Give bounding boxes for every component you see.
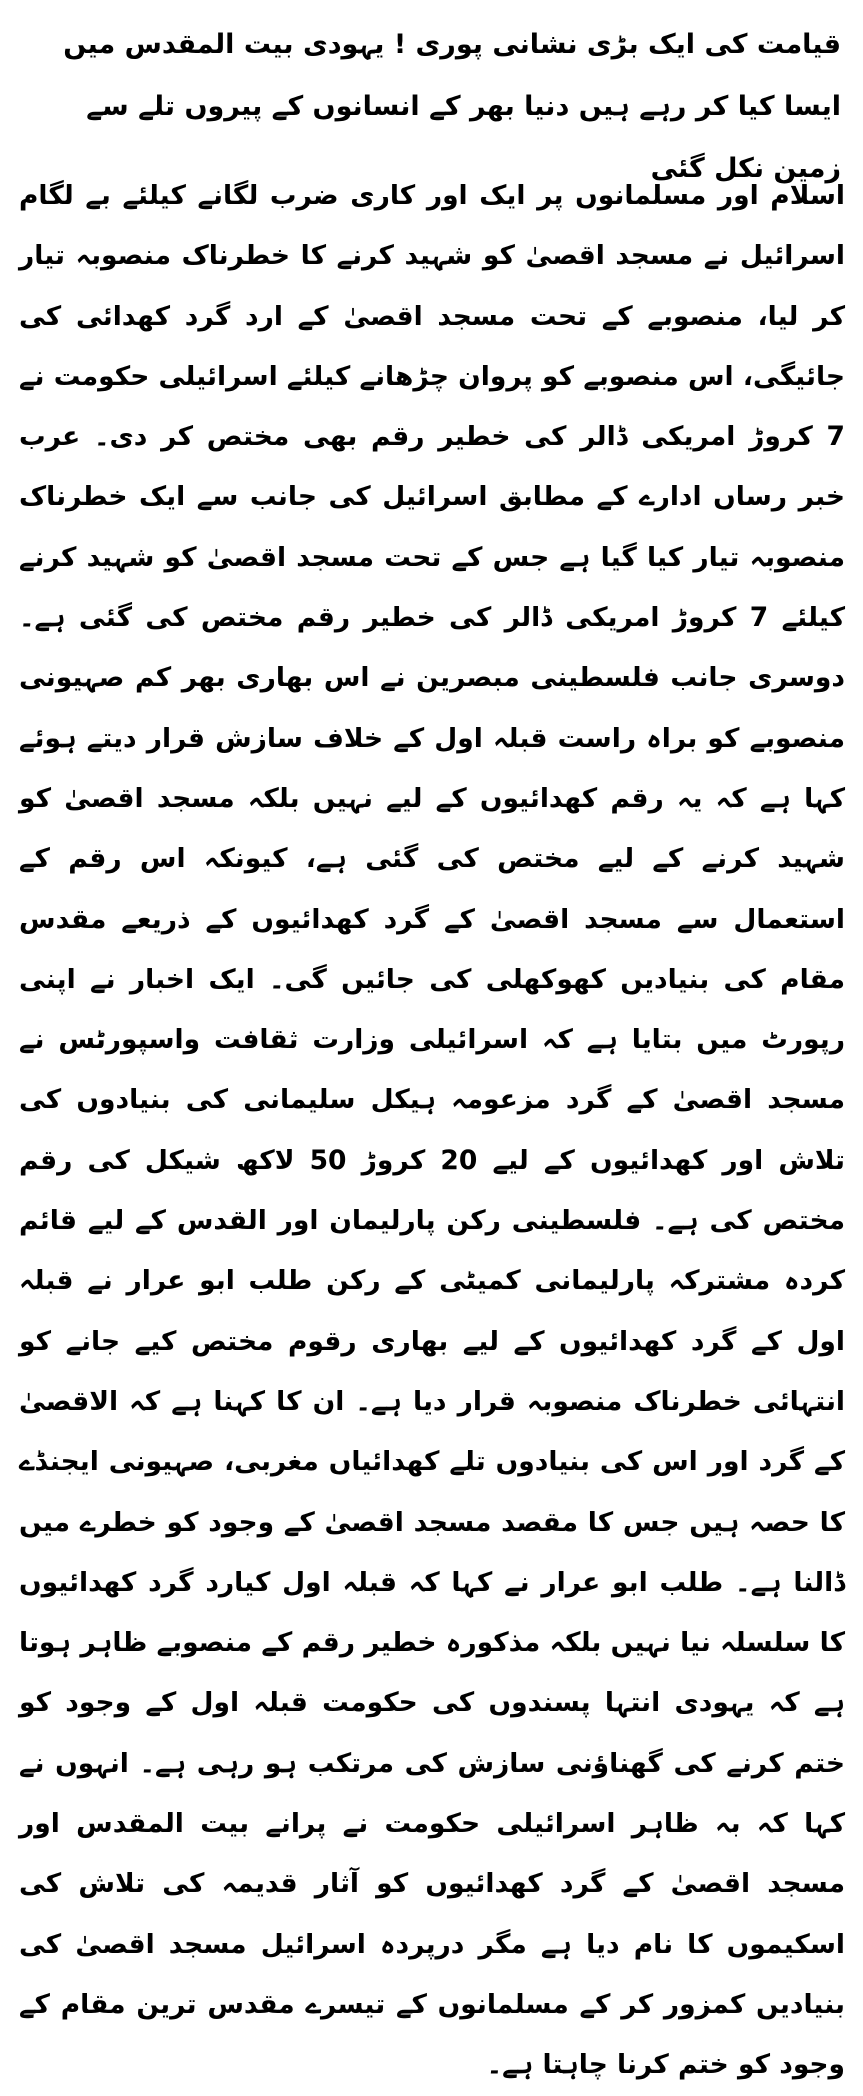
article-body: اسلام اور مسلمانوں پر ایک اور کاری ضرب لگانے کیلئے بے لگام اسرائیل نے مسجد اقصیٰ کو شہید کرنے کا خطرناک منصوبہ تیار کر لیا، منصوبے کے تحت مسجد اقصیٰ کے ارد گرد کھدائی کی جائیگی، اس منصوبے کو پروان چڑھانے کیلئے اسرائیلی حکومت نے 7 کروڑ امریکی ڈالر کی خطیر رقم بھی مختص کر دی۔ عرب خبر رساں ادارے کے مطابق اسرائیل کی جانب سے ایک خطرناک منصوبہ تیار کیا گیا ہے جس کے تحت مسجد اقصیٰ کو شہید کرنے کیلئے 7 کروڑ امریکی ڈالر کی خطیر رقم مختص کی گئی ہے۔ دوسری جانب فلسطینی مبصرین نے اس بھاری بھر کم صہیونی منصوبے کو براہ راست قبلہ اول کے خلاف سازش قرار دیتے ہوئے کہا ہے کہ یہ رقم کھدائیوں کے لیے نہیں بلکہ مسجد اقصیٰ کو شہید کرنے کے لیے مختص کی گئی ہے، کیونکہ اس رقم کے استعمال سے مسجد اقصیٰ کے گرد کھدائیوں کے ذریعے مقدس مقام کی بنیادیں کھوکھلی کی جائیں گی۔ ایک اخبار نے اپنی رپورٹ میں بتایا ہے کہ اسرائیلی وزارت ثقافت واسپورٹس نے مسجد اقصیٰ کے گرد مزعومہ ہیکل سلیمانی کی بنیادوں کی تلاش اور کھدائیوں کے لیے 20 کروڑ 50 لاکھ شیکل کی رقم مختص کی ہے۔ فلسطینی رکن پارلیمان اور القدس کے لیے قائم کردہ مشترکہ پارلیمانی کمیٹی کے رکن طلب ابو عرار نے قبلہ اول کے گرد کھدائیوں کے لیے بھاری رقوم مختص کیے جانے کو انتہائی خطرناک منصوبہ قرار دیا ہے۔ ان کا کہنا ہے کہ الاقصیٰ کے گرد اور اس کی بنیادوں تلے کھدائیاں مغربی، صہیونی ایجنڈے کا حصہ ہیں جس کا مقصد مسجد اقصیٰ کے وجود کو خطرے میں ڈالنا ہے۔ طلب ابو عرار نے کہا کہ قبلہ اول کیارد گرد کھدائیوں کا سلسلہ نیا نہیں بلکہ مذکورہ خطیر رقم کے منصوبے ظاہر ہوتا ہے کہ یہودی انتہا پسندوں کی حکومت قبلہ اول کے وجود کو ختم کرنے کی گھناؤنی سازش کی مرتکب ہو رہی ہے۔ انہوں نے کہا کہ بہ ظاہر اسرائیلی حکومت نے پرانے بیت المقدس اور مسجد اقصیٰ کے گرد کھدائیوں کو آثار قدیمہ کی تلاش کی اسکیموں کا نام دیا ہے مگر درپردہ اسرائیل مسجد اقصیٰ کی بنیادیں کمزور کر کے مسلمانوں کے تیسرے مقدس ترین مقام کے وجود کو ختم کرنا چاہتا ہے۔: [19, 180, 845, 2081]
article-headline: قیامت کی ایک بڑی نشانی پوری ! یہودی بیت المقدس میں ایسا کیا کر رہے ہیں دنیا بھر کے انسانوں کے پیروں تلے سے زمین نکل گئی: [63, 29, 841, 184]
